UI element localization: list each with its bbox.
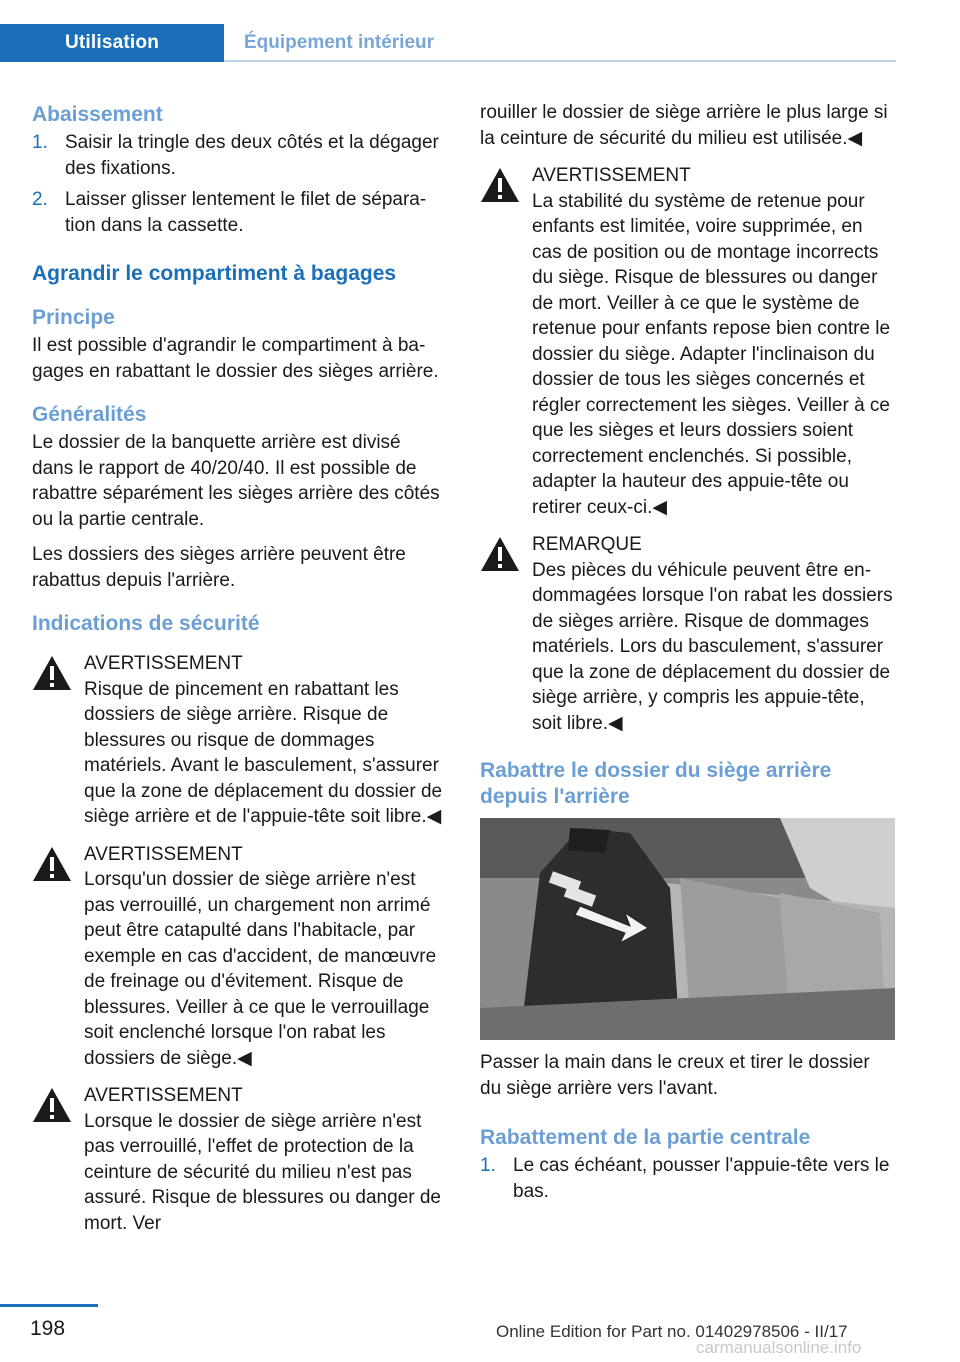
principe-text: Il est possible d'agrandir le compartiment à bagages en rabattant le dossier des sièges arrière. — [32, 335, 439, 382]
tab-utilisation[interactable]: Utilisation — [0, 24, 224, 62]
watermark: carmanualsonline.info — [696, 1338, 862, 1357]
step-text: Laisser glisser lentement le filet de séparation dans la cassette. — [65, 189, 427, 236]
footer-rule — [0, 1304, 98, 1307]
header-divider — [224, 60, 896, 62]
warning-text: Lorsqu'un dossier de siège arrière n'est pas verrouillé, un chargement non arrimé peut être catapulté dans l'habitacle, par exemple en cas d'accident, de manœuvre de freinage ou d'évitement. Risque de blessures. Veiller à ce que le verrouillage soit enclenché lorsque l'on rabat les dossiers de siège.◀ — [84, 869, 437, 1069]
edition-label: Online Edition for Part no. 01402978506 - II/17 — [496, 1322, 848, 1341]
warning-triangle-icon — [32, 846, 72, 882]
heading-rabattre: Rabattre le dossier du siège arrière depuis l'arrière — [480, 759, 832, 808]
page-header — [0, 0, 960, 62]
right-column — [480, 100, 894, 1204]
abaissement-steps — [32, 130, 446, 238]
heading-generalites: Généralités — [32, 403, 147, 426]
warning-block — [32, 651, 446, 830]
step-text: Saisir la tringle des deux côtés et la dégager des fixations. — [65, 132, 439, 179]
rear-seat-photo — [480, 818, 895, 1040]
heading-centrale: Rabattement de la partie centrale — [480, 1126, 811, 1149]
warning-label: AVERTISSEMENT — [84, 843, 243, 865]
step-number: 1. — [480, 1155, 496, 1176]
warning-triangle-icon — [32, 1087, 72, 1123]
warning-text: La stabilité du système de retenue pour enfants est limitée, voire supprimée, en cas de position ou de montage incorrects du siège. Risque de blessures ou danger de mort. Veiller à ce que le système de retenue pour enfants repose bien contre le dossier du siège. Adapter l'inclinaison du dossier de tous les sièges concernés et régler correctement les sièges. Veiller à ce que les sièges et leurs dossiers soient correctement enclenchés. Si possible, adapter la hauteur des appuie-tête ou retirer ceux-ci.◀ — [532, 190, 891, 518]
warning-triangle-icon — [32, 655, 72, 691]
warning-text: Lorsque le dossier de siège arrière n'est pas verrouillé, l'effet de protection de la ceinture de sécurité du milieu n'est pas assuré. Risque de blessures ou danger de mort. Ver — [84, 1110, 442, 1234]
warning-label: AVERTISSEMENT — [84, 1085, 243, 1106]
warning-text: Risque de pincement en rabattant les dossiers de siège arrière. Risque de blessures ou risque de dommages matériels. Avant le basculement, s'assurer que la zone de déplacement du dossier de siège arrière et de l'appuie-tête soit libre.◀ — [84, 678, 443, 827]
warning-block — [32, 842, 446, 1072]
list-item — [32, 130, 446, 181]
note-text: Des pièces du véhicule peuvent être endommagées lorsque l'on rabat les dossiers de sièges arrière. Risque de dommages matériels. Lors du basculement, s'assurer que la zone de déplacement du dossier de siège arrière, y compris les appuie-tête, soit libre.◀ — [532, 559, 893, 734]
warning-label: AVERTISSEMENT — [84, 653, 243, 674]
note-label: REMARQUE — [532, 534, 642, 555]
heading-agrandir: Agrandir le compartiment à bagages — [32, 262, 397, 285]
photo-caption: Passer la main dans le creux et tirer le dossier du siège arrière vers l'avant. — [480, 1052, 870, 1099]
step-number: 1. — [32, 132, 48, 153]
list-item — [32, 187, 446, 238]
continuation-text: rouiller le dossier de siège arrière le plus large si la ceinture de sécurité du milieu est utilisée.◀ — [480, 102, 888, 149]
list-item — [480, 1153, 894, 1204]
generalites-text-2: Les dossiers des sièges arrière peuvent être rabattus depuis l'arrière. — [32, 544, 406, 591]
generalites-text-1: Le dossier de la banquette arrière est divisé dans le rapport de 40/20/40. Il est possible de rabattre séparément les sièges arrière des côtés ou la partie centrale. — [32, 432, 440, 530]
tab-equipement-interieur[interactable]: Équipement intérieur — [244, 32, 435, 53]
heading-securite: Indications de sécurité — [32, 612, 260, 635]
step-text: Le cas échéant, pousser l'appuie-tête vers le bas. — [513, 1155, 890, 1202]
centrale-steps — [480, 1153, 894, 1204]
note-block — [480, 532, 894, 736]
step-number: 2. — [32, 189, 48, 210]
heading-abaissement: Abaissement — [32, 103, 163, 126]
heading-principe: Principe — [32, 306, 115, 329]
warning-block — [480, 163, 894, 520]
warning-triangle-icon — [480, 536, 520, 572]
warning-label: AVERTISSEMENT — [532, 165, 691, 186]
left-column — [32, 100, 446, 1236]
page-number: 198 — [30, 1317, 66, 1340]
warning-block — [32, 1083, 446, 1236]
warning-triangle-icon — [480, 167, 520, 203]
